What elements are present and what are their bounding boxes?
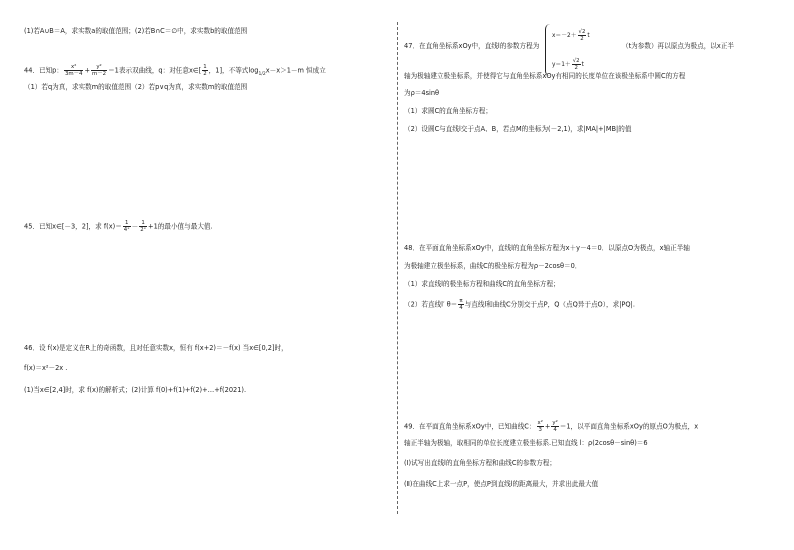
q47-line3: 为ρ＝4sinθ [404, 89, 440, 97]
q46-line1: 46．设 f(x)是定义在R上的奇函数，且对任意实数x，恒有 f(x+2)＝－f(x) 当x∈[0,2]时， [24, 344, 288, 352]
q44-tail: ，不等式log [222, 66, 259, 75]
q47-param-x: x＝－2＋ $\frac{√2}{2}$ t [552, 29, 590, 42]
q45-frac-2: $\frac{1}{\text{2ˣ}}$ [140, 220, 147, 233]
q47-line2: 轴为极轴建立极坐标系，并使得它与直角坐标系xOy有相同的长度单位在该极坐标系中圆C的方程 [404, 72, 686, 80]
q49-line3: (Ⅰ)试写出直线l的直角坐标方程和曲线C的参数方程； [404, 459, 556, 467]
q47-line5: （2）设圆C与直线l交于点A、B，若点M的坐标为(－2,1)，求|MA|+|MB|的值 [404, 125, 632, 133]
q47-param-y: y＝1＋ $\frac{√2}{2}$ t [552, 58, 584, 71]
left-column [0, 0, 392, 550]
q48-line4: （2）若直线l′ θ＝ $\frac{\pi}{4}$ 与直线l和曲线C分别交于点P，Q（点Q异于点O），求|PQ|. [404, 298, 635, 311]
q45-frac-1: $\frac{1}{\text{4ˣ}}$ [123, 220, 130, 233]
q48-line2: 为极轴建立极坐标系，曲线C的极坐标方程为ρ－2cosθ＝0． [404, 262, 582, 270]
q49-line1: 49．在平面直角坐标系xOy中，已知曲线C： $\frac{\text{x²}}{3}$ + $\frac{\text{y²}}{4}$ ＝1，以平面直角坐标系xOy的原点O为极点，x [404, 420, 699, 433]
q46-line2: f(x)＝x²－2x . [24, 364, 68, 372]
q44-frac-2: $\frac{\text{y²}}{m-2}$ [92, 64, 107, 77]
q44-mid: ＝1表示双曲线，q：对任意x∈ [108, 66, 199, 75]
q44-line2: （1）若q为真，求实数m的取值范围（2）若p∨q为真，求实数m的取值范围 [24, 83, 248, 91]
q49-line4: (Ⅱ)在曲线C上求一点P，使点P到直线l的距离最大，并求出此最大值 [404, 480, 599, 488]
q44-interval-frac: $\frac{1}{2}$ [203, 64, 207, 77]
q44-line1: 44．已知p： $\frac{\text{x²}}{3m-4}$ + $\frac{\text{y²}}{m-2}$ ＝1表示双曲线，q：对任意x∈[ $\frac{1}{2}$ ，1]，不等式$\log_{1/2}x-x>1-m$ 恒成立 [24, 64, 326, 77]
q48-line1: 48．在平面直角坐标系xOy中，直线l的直角坐标方程为x＋y－4＝0．以原点O为极点，x轴正半轴 [404, 244, 690, 252]
q47-param-note: （t为参数）再以原点为极点，以x正半 [622, 42, 734, 50]
q47-head: 47．在直角坐标系xOy中，直线l的参数方程为 [404, 42, 540, 50]
q45-line: 45．已知x∈[－3，2]，求 f(x)＝ $\frac{1}{\text{4ˣ}}$ － $\frac{1}{\text{2ˣ}}$ +1的最小值与最大值. [24, 220, 213, 233]
q48-line3: （1）求直线l的极坐标方程和曲线C的直角坐标方程； [404, 280, 560, 288]
q44-head: 44．已知p： [24, 66, 63, 75]
q43-tail-text: (1)若A∪B＝A，求实数a的取值范围；(2)若B∩C＝∅中，求实数b的取值范围 [24, 27, 248, 35]
column-divider [397, 22, 398, 514]
q44-frac-1: $\frac{\text{x²}}{3m-4}$ [64, 64, 83, 77]
q46-line3: (1)当x∈[2,4]时，求 f(x)的解析式；(2)计算 f(0)+f(1)+f(2)+…+f(2021). [24, 386, 247, 394]
q47-param-brace [545, 24, 550, 76]
right-column [402, 0, 794, 550]
q49-line2: 轴正半轴为极轴，取相同的单位长度建立极坐标系.已知直线 l：ρ(2cosθ－sinθ)＝6 [404, 439, 648, 447]
q47-line4: （1）求圆C的直角坐标方程； [404, 107, 492, 115]
